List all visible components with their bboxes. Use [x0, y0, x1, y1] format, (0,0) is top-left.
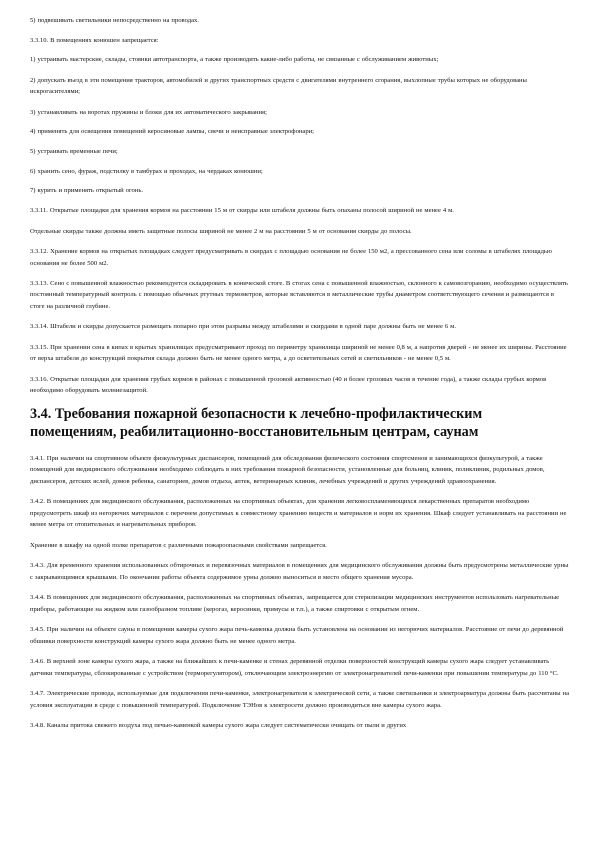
paragraph: 3.4.3. Для временного хранения использованных обтирочных и перевязочных материалов в помещениях для медицинского обслуживания должны быть предусмотрены металлические урны с закрывающимися крышками. По окончании работы объекта содержимое урны должно выноситься в место общего хранения мусора.: [30, 562, 569, 581]
paragraph: 3.3.14. Штабели и скирды допускается размещать попарно при этом разрывы между штабелями и скирдами в одной паре должны быть не менее 6 м.: [30, 323, 456, 331]
paragraph: 3.3.16. Открытые площадки для хранения грубых кормов в районах с повышенной грозовой активностью (40 и более грозовых часов в течение года), а также склады грубых кормов необходимо оборудовать молниезащитой.: [30, 376, 547, 395]
paragraph: 3.3.12. Хранение кормов на открытых площадках следует предусматривать в скирдах с площадью основания не более 150 м2, а прессованного сена или соломы в штабелях площадью основания не более 500 м2.: [30, 248, 552, 267]
paragraph: 3.4.1. При наличии на спортивном объекте физкультурных диспансеров, помещений для обследования физического состояния спортсменов и занимающихся физкультурой, а также помещений для медицинского обслуживания необходимо соблюдать в них требования пожарной безопасности, установленные для больниц, клиник, поликлиник, родильных домов, диспансеров, детских яслей, домов ребенка, санаториев, домов отдыха, аптек, ветеринарных клиник, лечебных учреждений и других учреждений здравоохранения.: [30, 455, 545, 485]
top-paragraphs: [30, 15, 569, 397]
paragraph: 5) подвешивать светильники непосредственно на проводах.: [30, 17, 199, 24]
paragraph: 3.4.8. Каналы притока свежего воздуха под печью-каменкой камеры сухого жара следует систематически очищать от пыли и других: [30, 722, 407, 730]
paragraph: 3.3.13. Сено с повышенной влажностью рекомендуется складировать в конической стоге. В стогах сена с повышенной влажностью, склонного к самовозгоранию, необходимо осуществлять постоянный температурный контроль с помощью обычных ртутных термометров, которые вставляются в металлические трубы диаметром соответствующего сечения и размещаются в стоге на различной глубине.: [30, 280, 568, 310]
bottom-paragraphs: [30, 453, 569, 731]
paragraph: 3) устанавливать на воротах пружины и блоки для их автоматического закрывания;: [30, 108, 267, 116]
paragraph: 2) допускать въезд в эти помещения тракторов, автомобилей и других транспортных средств с двигателями внутреннего сгорания, выхлопные трубы которых не оборудованы искрогасителями;: [30, 76, 527, 96]
section-heading: 3.4. Требования пожарной безопасности к лечебно-профилактическим помещениям, реабилитационно-восстановительным центрам, саунам: [30, 406, 483, 440]
paragraph: 1) устраивать мастерские, склады, стоянки автотранспорта, а также производить какие-либо работы, не связанные с обслуживанием животных;: [30, 56, 439, 64]
paragraph: 3.4.2. В помещениях для медицинского обслуживания, расположенных на спортивных объектах, для хранения легковоспламеняющихся лекарственных препаратов необходимо предусмотреть шкаф из негорючих материалов с перечнем допустимых к совместному хранению веществ и материалов и норм их хранения. Шкаф следует устанавливать на расстоянии не менее метра от отопительных и нагревательных приборов.: [30, 498, 567, 528]
paragraph: 3.4.5. При наличии на объекте сауны в помещении камеры сухого жара печь-каменка должна быть установлена на основании из негорючих материалов. Расстояние от печи до деревянной обшивки поверхности конструкций камеры сухого жара должно быть не менее одного метра.: [30, 626, 564, 645]
paragraph: 3.3.15. При хранении сена в кипах в крытых хранилищах предусматривают проход по периметру хранилища шириной не менее 0,8 м, а напротив дверей - не менее их ширины. Расстояние от верха штабеля до конструкций покрытия склада должно быть не менее одного метра, а до осветительных сетей и светильников - не менее 0,5 м.: [30, 344, 567, 363]
paragraph: Хранение в шкафу на одной полке препаратов с различными пожароопасными свойствами запрещается.: [30, 541, 327, 549]
paragraph: 5) устраивать временные печи;: [30, 148, 118, 156]
paragraph: 3.4.4. В помещениях для медицинского обслуживания, расположенных на спортивных объектах, запрещается для стерилизации медицинских инструментов использовать нагревательные приборы, работающие на жидком или газообразном топливе (керогаз, керосинки, примусы и т.п.), а также спиртовки с открытым огнем.: [30, 594, 560, 613]
paragraph: 7) курить и применять открытый огонь.: [30, 187, 143, 195]
paragraph: 3.3.10. В помещениях конюшен запрещается:: [30, 36, 159, 44]
paragraph: 3.4.6. В верхней зоне камеры сухого жара, а также на ближайших к печи-каменке и стенах деревянной отделки поверхностей конструкций камеры сухого жара следует устанавливать датчики температуры, сблокированные с устройством (терморегулятором), отключающим электроэнергию от электронагревателей печи-каменки при повышении температуры до 110 °С.: [30, 658, 559, 677]
paragraph: Отдельные скирды также должны иметь защитные полосы шириной не менее 2 м на расстоянии 5 м от основания скирды до полосы.: [30, 227, 412, 235]
paragraph: 3.3.11. Открытые площадки для хранения кормов на расстоянии 15 м от скирды или штабеля должны быть опаханы полосой шириной не менее 4 м.: [30, 206, 454, 214]
paragraph: 3.4.7. Электрические провода, используемые для подключения печи-каменки, электронагревателя к электрической сети, а также светильники и электроарматура должны быть рассчитаны на условия эксплуатации в среде с повышенной температурой. Подключение ТЭНов к электросети должно производиться вне камеры сухого жара.: [30, 690, 570, 709]
paragraph: 6) хранить сено, фураж, подстилку в тамбурах и проходах, на чердаках конюшни;: [30, 167, 263, 175]
paragraph: 4) применять для освещения помещений керосиновые лампы, свечи и неисправные электрофонари;: [30, 128, 314, 136]
